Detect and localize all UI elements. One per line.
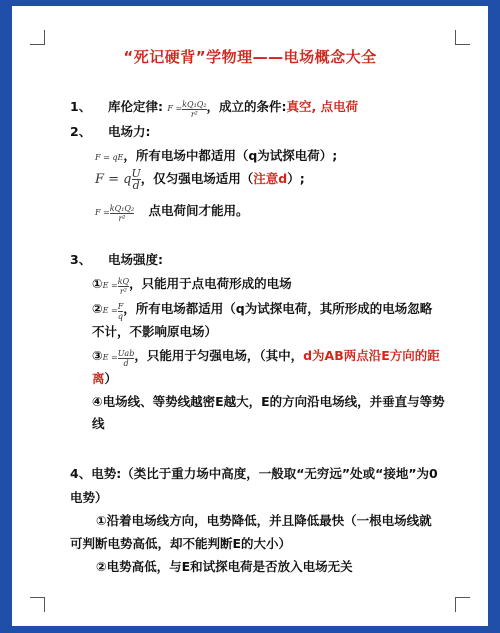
section-number: 1、 (70, 99, 92, 114)
document-page (12, 6, 488, 626)
field-item-2-cont: 不计，不影响原电场） (92, 324, 218, 339)
force-formula-3: F = $\frac{\text{kQ₁Q₂}}{\text{r²}}$ 点电荷间才能用。 (95, 203, 249, 223)
section-1 (70, 97, 358, 119)
crop-mark-bottom-left (30, 597, 45, 612)
page-title: “死记硬背”学物理——电场概念大全 (123, 48, 377, 66)
potential-point-2: ②电势高低，与E和试探电荷是否放入电场无关 (96, 559, 353, 574)
field-item-2: ②E = $\frac{F}{q}$ ，所有电场都适用（q为试探电荷，其所形成的电场忽略 (92, 301, 433, 321)
section-4-heading-cont: 电势） (70, 490, 108, 505)
field-item-4: ④电场线、等势线越密E越大，E的方向沿电场线，并垂直与等势 (92, 394, 445, 409)
potential-point-1: ①沿着电场线方向，电势降低，并且降低最快（一根电场线就 (96, 513, 432, 528)
section-4-heading: 4、电势:（类比于重力场中高度，一般取“无穷远”处或“接地”为0 (70, 466, 438, 481)
force-formula-1: F = qE，所有电场中都适用（q为试探电荷）; (95, 148, 338, 163)
section-3-heading: 3、 电场强度: (70, 252, 163, 267)
section-2-heading: 2、 电场力: (70, 124, 151, 139)
field-item-3-cont: 离） (92, 371, 118, 386)
field-item-4-cont: 线 (92, 416, 105, 431)
force-formula-2: F = q $\frac{U}{d}$ ，仅匀强电场适用（注意d）; (95, 167, 305, 192)
crop-mark-bottom-right (455, 597, 470, 612)
condition-value: 真空, 点电荷 (286, 99, 359, 114)
crop-mark-top-right (455, 30, 470, 45)
crop-mark-top-left (30, 30, 45, 45)
field-item-3: ③E = $\frac{\text{Uab}}{d}$ ，只能用于匀强电场，（其中，d为AB两点沿E方向的距 (92, 348, 440, 368)
coulomb-formula: F = $\frac{\text{kQ₁Q₂}}{\text{r²}}$ (167, 99, 207, 119)
condition-text: ，成立的条件: (206, 99, 287, 114)
field-item-1: ①E = $\frac{kQ}{\text{r²}}$ ，只能用于点电荷形成的电场 (92, 276, 292, 296)
section-label: 库伦定律: (108, 99, 163, 114)
potential-point-1-cont: 可判断电势高低，却不能判断E的大小） (70, 536, 292, 551)
